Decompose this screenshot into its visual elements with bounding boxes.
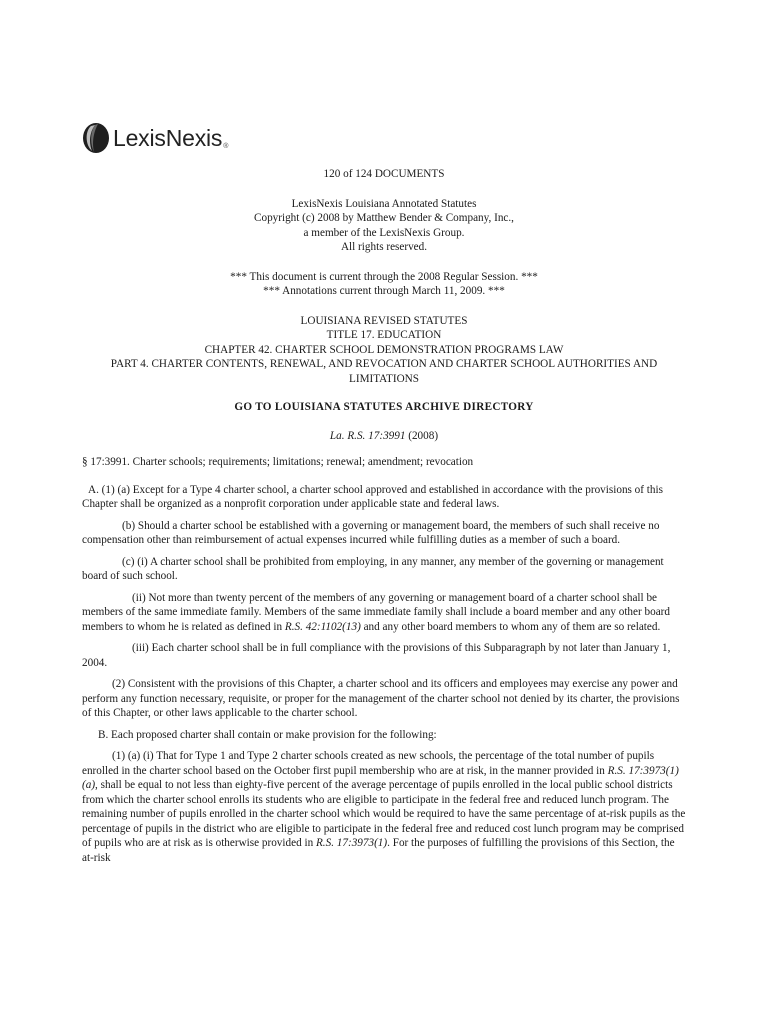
currency-notice bbox=[82, 270, 686, 299]
paragraph-a1ci: (c) (i) A charter school shall be prohibited from employing, in any manner, any member of the governing or management board of such school. bbox=[82, 555, 664, 582]
publisher-line: All rights reserved. bbox=[340, 241, 428, 253]
logo-registered-mark: ® bbox=[223, 142, 229, 150]
citation-reference: La. R.S. 17:3991 bbox=[329, 429, 406, 442]
paragraph-text: and any other board members to whom any of them are so related. bbox=[360, 620, 661, 633]
citation-year: (2008) bbox=[405, 429, 439, 442]
hierarchy-line: PART 4. CHARTER CONTENTS, RENEWAL, AND REVOCATION AND CHARTER SCHOOL AUTHORITIES AND LIMITATIONS bbox=[110, 358, 658, 385]
hierarchy-line: LOUISIANA REVISED STATUTES bbox=[300, 314, 468, 327]
lexisnexis-globe-icon bbox=[82, 122, 110, 154]
statute-reference: R.S. 42:1102(13) bbox=[284, 620, 361, 633]
section-title: § 17:3991. Charter schools; requirements; limitations; renewal; amendment; revocation bbox=[82, 456, 474, 468]
statute-reference: R.S. 17:3973(1)(a) bbox=[82, 764, 679, 791]
paragraph-a1cii bbox=[82, 591, 686, 635]
publisher-line: a member of the LexisNexis Group. bbox=[303, 226, 465, 239]
paragraph-b: B. Each proposed charter shall contain or make provision for the following: bbox=[98, 728, 437, 741]
paragraph-a2: (2) Consistent with the provisions of this Chapter, a charter school and its officers and employees may exercise any power and perform any function necessary, requisite, or proper for the management of the charter school not denied by its charter, the provisions of this Chapter, or other laws applicable to the charter school. bbox=[82, 678, 680, 719]
currency-line: *** Annotations current through March 11, 2009. *** bbox=[263, 285, 505, 297]
hierarchy-line: CHAPTER 42. CHARTER SCHOOL DEMONSTRATION PROGRAMS LAW bbox=[204, 343, 564, 356]
paragraph-b1ai bbox=[82, 749, 686, 865]
paragraph-text: , shall be equal to not less than eighty-five percent of the average percentage of pupils enrolled in the local public school districts from which the charter school enrolls its students who are eligible to participate in the federal free and reduced lunch program. The remaining number of pupils enrolled in the charter school which would be required to have the same percentage of at-risk pupils as the percentage of pupils in the district who are eligible to participate in the federal free and reduced cost lunch program may be comprised of pupils who are at risk as is otherwise provided in bbox=[82, 779, 686, 849]
paragraph-text: . For the purposes of fulfilling the provisions of this Section, the at-risk bbox=[82, 837, 675, 864]
paragraph-a1a: A. (1) (a) Except for a Type 4 charter school, a charter school approved and established in accordance with the provisions of this Chapter shall be organized as a nonprofit corporation under applicable state and federal laws. bbox=[82, 483, 663, 510]
currency-line: *** This document is current through the 2008 Regular Session. *** bbox=[230, 270, 538, 283]
statute-hierarchy bbox=[82, 314, 686, 387]
paragraph-a1b: (b) Should a charter school be established with a governing or management board, the members of such shall receive no compensation other than reimbursement of actual expenses incurred while fulfilling duties as a member of such a board. bbox=[82, 519, 660, 546]
lexisnexis-logo bbox=[82, 121, 227, 155]
citation bbox=[82, 429, 686, 444]
document-count: 120 of 124 DOCUMENTS bbox=[323, 168, 445, 180]
logo-wordmark: LexisNexis bbox=[113, 124, 223, 151]
paragraph-a1ciii: (iii) Each charter school shall be in full compliance with the provisions of this Subparagraph by not later than January 1, 2004. bbox=[82, 642, 671, 669]
hierarchy-line: TITLE 17. EDUCATION bbox=[326, 329, 442, 341]
paragraph-text: (ii) Not more than twenty percent of the members of any governing or management board of a charter school shall be members of the same immediate family. Members of the same immediate family shall include a board member and any other board members to whom he is related as defined in bbox=[82, 591, 670, 633]
statute-reference: R.S. 17:3973(1) bbox=[315, 837, 388, 849]
archive-directory-link[interactable]: GO TO LOUISIANA STATUTES ARCHIVE DIRECTORY bbox=[234, 401, 534, 413]
publisher-line: LexisNexis Louisiana Annotated Statutes bbox=[291, 197, 477, 210]
publisher-line: Copyright (c) 2008 by Matthew Bender & Company, Inc., bbox=[254, 212, 514, 224]
document-body bbox=[82, 167, 686, 872]
publisher-block bbox=[82, 197, 686, 255]
paragraph-text: (1) (a) (i) That for Type 1 and Type 2 charter schools created as new schools, the percentage of the total number of pupils enrolled in the charter school based on the October first pupil membership who are at risk, in the manner provided in bbox=[82, 750, 655, 777]
